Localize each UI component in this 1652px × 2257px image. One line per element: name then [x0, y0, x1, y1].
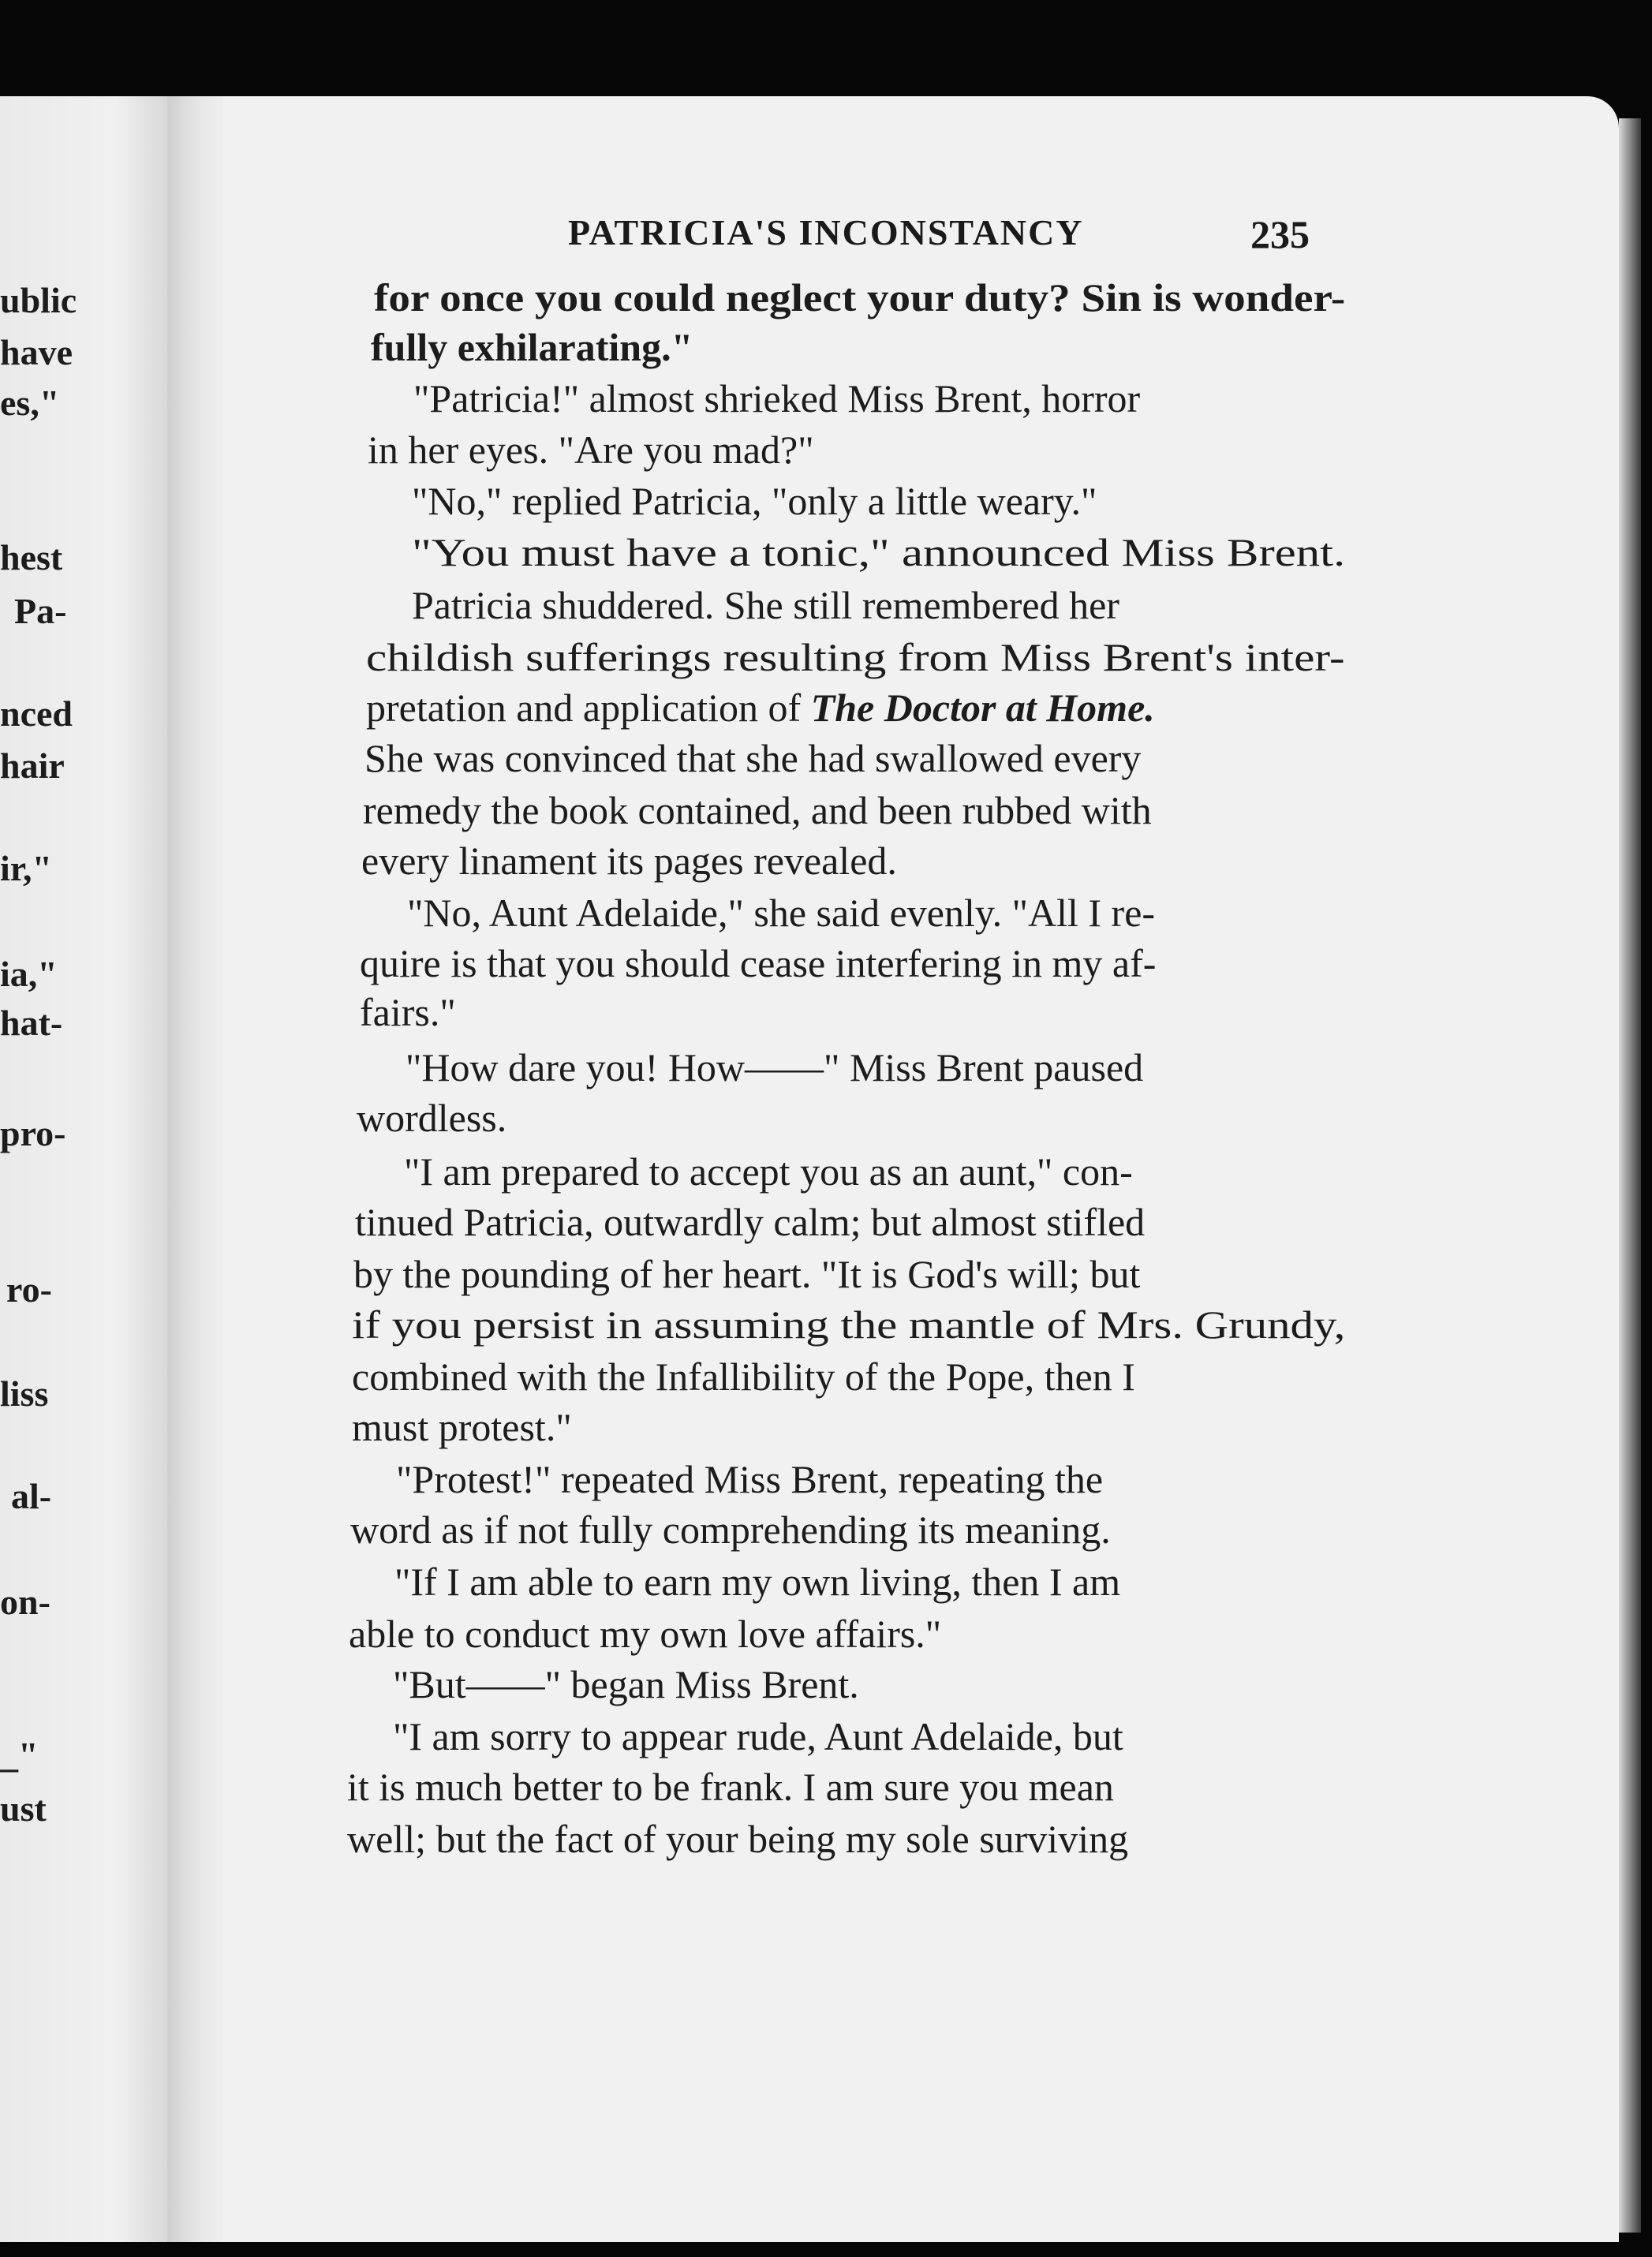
text-line: every linament its pages revealed. — [361, 839, 897, 883]
left-fragment: hat- — [0, 1003, 63, 1043]
left-fragment: hest — [0, 537, 63, 577]
text-line: tinued Patricia, outwardly calm; but almost stifled — [355, 1200, 1146, 1244]
left-fragment: al- — [11, 1476, 52, 1516]
text-line: "But——" began Miss Brent. — [393, 1662, 859, 1706]
left-fragment: have — [0, 332, 73, 372]
left-fragment: hair — [0, 745, 65, 786]
text-line: "If I am able to earn my own living, then I am — [394, 1560, 1121, 1604]
left-page — [0, 96, 167, 2242]
left-fragment: ro- — [6, 1269, 52, 1310]
text-line: fairs." — [360, 990, 456, 1034]
text-line: by the pounding of her heart. "It is God's will; but — [353, 1252, 1141, 1296]
left-fragment: es," — [0, 383, 60, 423]
text-line: well; but the fact of your being my sole surviving — [347, 1817, 1129, 1861]
text-line: in her eyes. "Are you mad?" — [368, 428, 814, 472]
text-line: able to conduct my own love affairs." — [349, 1612, 942, 1656]
left-fragment: ia," — [0, 954, 58, 994]
text-line: "No," replied Patricia, "only a little weary." — [412, 479, 1097, 523]
text-line: must protest." — [352, 1405, 572, 1449]
left-fragment: on- — [0, 1582, 50, 1622]
page-number: 235 — [1250, 212, 1310, 256]
text-line: "I am prepared to accept you as an aunt," con- — [404, 1149, 1133, 1194]
text-line: combined with the Infallibility of the Pope, then I — [352, 1355, 1135, 1399]
left-fragment: _" — [0, 1735, 39, 1775]
text-line-start: pretation and application of — [366, 686, 811, 730]
text-line: "I am sorry to appear rude, Aunt Adelaide, but — [393, 1714, 1123, 1758]
left-fragment: Pa- — [14, 591, 67, 631]
text-line: fully exhilarating." — [371, 325, 693, 369]
text-line — [366, 686, 1155, 730]
text-line: "Patricia!" almost shrieked Miss Brent, horror — [413, 376, 1141, 420]
left-fragment: ust — [0, 1788, 47, 1829]
left-fragment: ir," — [0, 848, 53, 888]
page-edge — [1619, 118, 1641, 2233]
text-line: for once you could neglect your duty? Sin is wonder- — [374, 275, 1346, 319]
text-line: remedy the book contained, and been rubbed with — [363, 788, 1152, 832]
text-line: childish sufferings resulting from Miss Brent's inter- — [366, 635, 1345, 679]
text-line: it is much better to be frank. I am sure you mean — [347, 1765, 1114, 1809]
text-line: "Protest!" repeated Miss Brent, repeating the — [396, 1457, 1104, 1501]
left-fragment: pro- — [0, 1113, 66, 1153]
text-line: quire is that you should cease interfering in my af- — [360, 941, 1157, 985]
book-title: The Doctor at Home. — [810, 686, 1155, 730]
text-line: "How dare you! How——" Miss Brent paused — [406, 1045, 1144, 1089]
book-gutter — [167, 96, 222, 2242]
text-line: Patricia shuddered. She still remembered her — [412, 583, 1119, 627]
left-fragment: ublic — [0, 280, 77, 320]
text-line: "You must have a tonic," announced Miss Brent. — [412, 530, 1346, 574]
text-line: She was convinced that she had swallowed every — [364, 736, 1142, 780]
text-line: if you persist in assuming the mantle of Mrs. Grundy, — [352, 1302, 1346, 1347]
text-line: wordless. — [357, 1096, 507, 1140]
text-line: "No, Aunt Adelaide," she said evenly. "All I re- — [407, 891, 1156, 935]
left-fragment: nced — [0, 693, 73, 734]
left-fragment: liss — [0, 1373, 49, 1414]
text-line: word as if not fully comprehending its meaning. — [350, 1508, 1111, 1552]
running-head: PATRICIA'S INCONSTANCY — [568, 212, 1084, 252]
